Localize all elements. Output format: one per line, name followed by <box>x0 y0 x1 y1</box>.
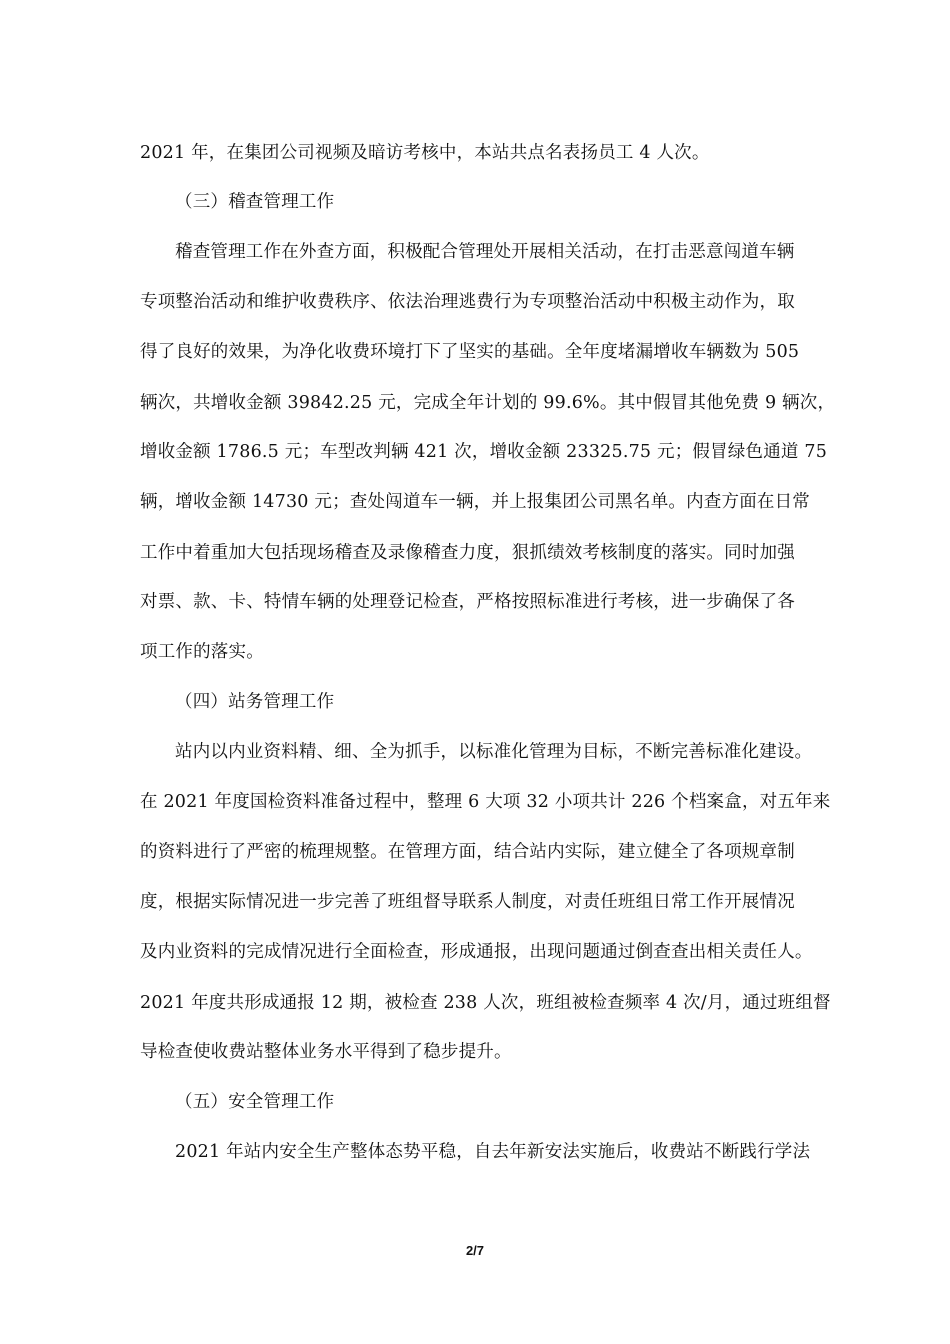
paragraph-line: 的资料进行了严密的梳理规整。在管理方面，结合站内实际，建立健全了各项规章制 <box>140 842 795 862</box>
paragraph-line: 得了良好的效果，为净化收费环境打下了坚实的基础。全年度堵漏增收车辆数为 505 <box>140 342 800 362</box>
paragraph-line: 2021 年，在集团公司视频及暗访考核中，本站共点名表扬员工 4 人次。 <box>140 143 710 163</box>
paragraph-line: 工作中着重加大包括现场稽查及录像稽查力度，狠抓绩效考核制度的落实。同时加强 <box>140 543 795 563</box>
paragraph-line: 及内业资料的完成情况进行全面检查，形成通报，出现问题通过倒查查出相关责任人。 <box>140 942 813 962</box>
paragraph-line: 项工作的落实。 <box>140 642 264 662</box>
paragraph-line: 辆次，共增收金额 39842.25 元，完成全年计划的 99.6%。其中假冒其他免费 9 辆次， <box>140 393 836 413</box>
paragraph-line: 站内以内业资料精、细、全为抓手，以标准化管理为目标，不断完善标准化建设。 <box>175 742 813 762</box>
paragraph-line: 2021 年站内安全生产整体态势平稳，自去年新安法实施后，收费站不断践行学法 <box>175 1142 811 1162</box>
paragraph-line: 在 2021 年度国检资料准备过程中，整理 6 大项 32 小项共计 226 个档案盒，对五年来 <box>140 792 831 812</box>
section-heading-inspection: （三）稽查管理工作 <box>175 192 335 212</box>
page-number: 2/7 <box>465 1243 485 1258</box>
paragraph-line: 稽查管理工作在外查方面，积极配合管理处开展相关活动，在打击恶意闯道车辆 <box>175 242 795 262</box>
paragraph-line: 对票、款、卡、特情车辆的处理登记检查，严格按照标准进行考核，进一步确保了各 <box>140 592 795 612</box>
paragraph-line: 导检查使收费站整体业务水平得到了稳步提升。 <box>140 1042 512 1062</box>
paragraph-line: 2021 年度共形成通报 12 期，被检查 238 人次，班组被检查频率 4 次/月，通过班组督 <box>140 993 831 1013</box>
paragraph-line: 度，根据实际情况进一步完善了班组督导联系人制度，对责任班组日常工作开展情况 <box>140 892 795 912</box>
paragraph-line: 辆，增收金额 14730 元；查处闯道车一辆，并上报集团公司黑名单。内查方面在日常 <box>140 492 810 512</box>
section-heading-station-affairs: （四）站务管理工作 <box>175 692 335 712</box>
paragraph-line: 专项整治活动和维护收费秩序、依法治理逃费行为专项整治活动中积极主动作为，取 <box>140 292 795 312</box>
section-heading-safety: （五）安全管理工作 <box>175 1092 335 1112</box>
paragraph-line: 增收金额 1786.5 元；车型改判辆 421 次，增收金额 23325.75 元；假冒绿色通道 75 <box>140 442 828 462</box>
